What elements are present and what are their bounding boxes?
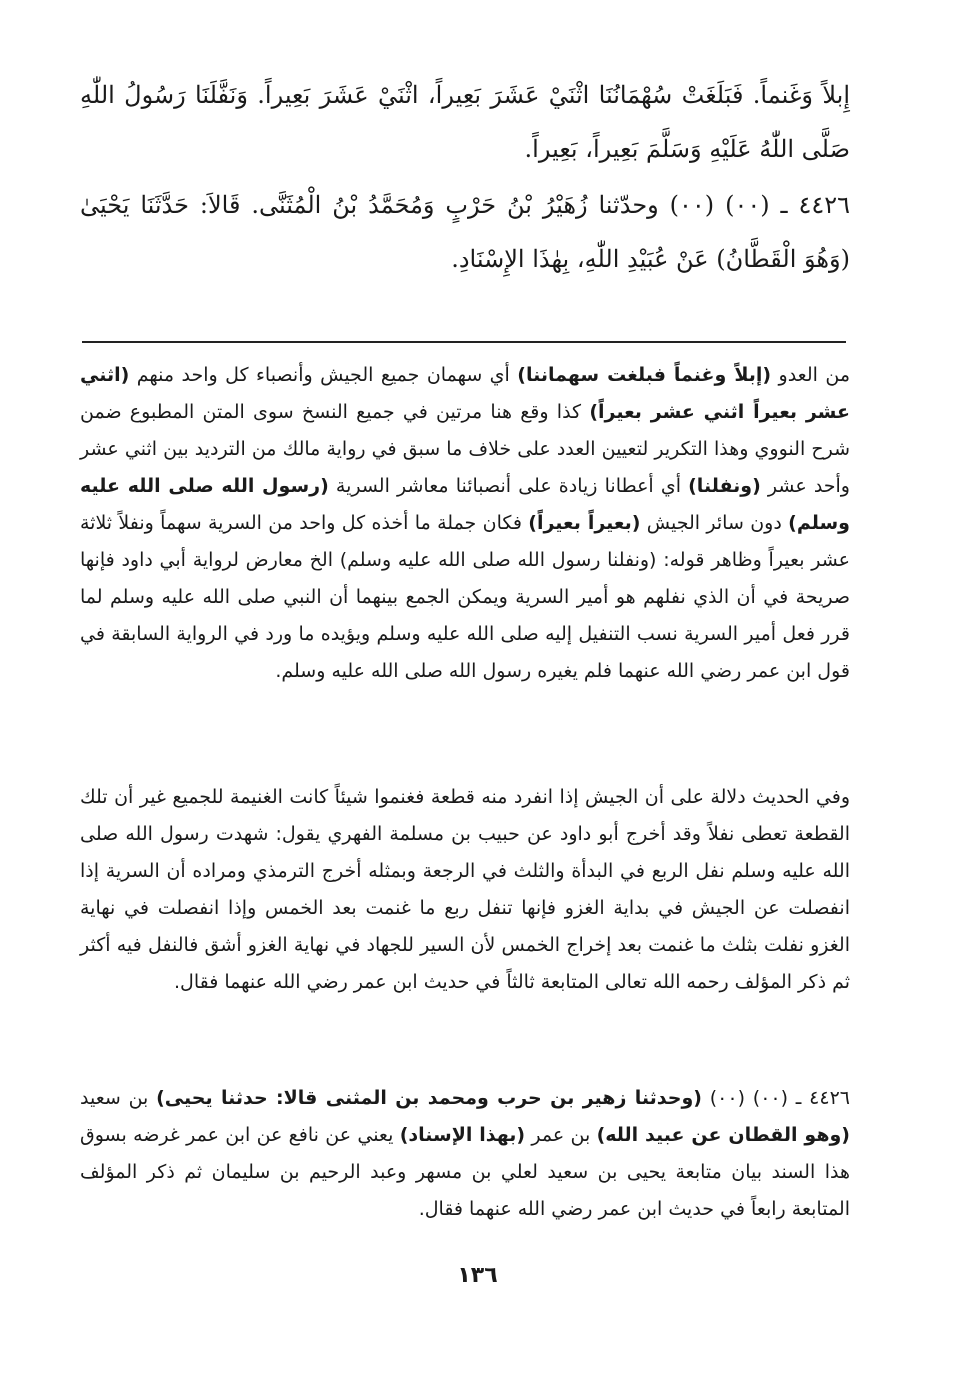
commentary-text: فكان جملة ما أخذه كل واحد من السرية سهماً ونفلاً ثلاثة عشر بعيراً وظاهر قوله: (ونفلنا رسول الله صلى الله عليه وسلم) الخ معارض لرواية أبي داود فإنها صريحة في أن الذي نفلهم هو أمير السرية ويمكن الجمع بينهما أن النبي صلى الله عليه وسلم لما قرر فعل أمير السرية نسب التنفيل إليه صلى الله عليه وسلم ويؤيده ما ورد في الرواية السابقة في قول ابن عمر رضي الله عنهما فلم يغيره رسول الله صلى الله عليه وسلم. xyxy=(80,512,850,682)
hadith-text-continuation: إِبلاً وَغَنماً. فَبَلَغَتْ سُهْمَانُنَا اثْنَيْ عَشَرَ بَعِيراً، اثْنَيْ عَشَرَ بَعِيراً. وَنَفَّلَنَا رَسُولُ اللّٰهِ صَلَّى اللّٰهُ عَلَيْهِ وَسَلَّمَ بَعِيراً، بَعِيراً. xyxy=(80,81,850,163)
quoted-hadith-phrase: (اثني عشر بعيراً اثني عشر بعيراً) xyxy=(80,364,850,423)
commentary-paragraph-2: وفي الحديث دلالة على أن الجيش إذا انفرد منه قطعة فغنموا شيئاً كانت الغنيمة للجميع غير أن تلك القطعة تعطى نفلاً وقد أخرج أبو داود عن حبيب بن مسلمة الفهري يقول: شهدت رسول الله صلى الله عليه وسلم نفل الربع في البدأة والثلث في الرجعة وبمثله أخرج الترمذي ومراده أن السرية إذا انفصلت عن الجيش في بداية الغزو فإنها تنفل ربع ما غنمت بعد الخمس وإذا انفصلت في نهاية الغزو نفلت بثلث ما غنمت بعد إخراج الخمس لأن السير للجهاد في نهاية الغزو أشق فالنفل فيه أكثر ثم ذكر المؤلف رحمه الله تعالى المتابعة ثالثاً في حديث ابن عمر رضي الله عنهما فقال. xyxy=(80,786,850,993)
hadith-number: ٤٤٢٦ ـ (٠٠) (٠٠) xyxy=(701,1087,850,1109)
commentary-text: كذا وقع هنا مرتين في جميع النسخ سوى المتن المطبوع ضمن شرح النووي وهذا التكرير لتعيين العدد على خلاف ما سبق في رواية مالك من الترديد بين اثني عشر وأحد عشر xyxy=(80,401,850,497)
commentary-text: يعني عن نافع عن ابن عمر غرضه بسوق هذا السند بيان متابعة يحيى بن سعيد لعلي بن مسهر وعبد الرحيم بن سليمان ثم ذكر المؤلف المتابعة رابعاً في حديث ابن عمر رضي الله عنهما فقال. xyxy=(80,1124,850,1220)
quoted-hadith-phrase: (وهو القطان عن عبيد الله) xyxy=(596,1124,850,1146)
commentary-text: بن عمر xyxy=(525,1124,597,1146)
commentary-text: أي سهمان جميع الجيش وأنصباء كل واحد منهم xyxy=(129,364,518,386)
quoted-hadith-phrase: (رسول الله صلى الله عليه وسلم) xyxy=(80,475,850,534)
quoted-hadith-phrase: (بهذا الإسناد) xyxy=(399,1124,526,1146)
commentary-text: دون سائر الجيش xyxy=(640,512,789,534)
commentary-text: من العدو xyxy=(771,364,850,386)
commentary-text: أي أعطانا زيادة على أنصبائنا معاشر السرية xyxy=(328,475,689,497)
commentary-paragraph-3 xyxy=(80,1080,850,1228)
commentary-paragraph-1 xyxy=(80,357,850,690)
commentary-text: بن سعيد xyxy=(80,1087,157,1109)
quoted-hadith-phrase: (بعيراً بعيراً) xyxy=(528,512,641,534)
hadith-text-4426: ٤٤٢٦ ـ (٠٠) (٠٠) وحدّثنا زُهَيْرُ بْنُ حَرْبٍ وَمُحَمَّدُ بْنُ الْمُثَنَّى. قَالاَ: حَدَّثَنَا يَحْيَىٰ (وَهُوَ الْقَطَّانُ) عَنْ عُبَيْدِ اللّٰهِ، بِهٰذَا الإِسْنَادِ. xyxy=(80,191,850,273)
quoted-hadith-phrase: (ونفلنا) xyxy=(688,475,761,497)
quoted-hadith-phrase: (وحدثنا زهير بن حرب ومحمد بن المثنى قالا: حدثنا يحيى) xyxy=(156,1087,702,1109)
quoted-hadith-phrase: (إبلاً وغنماً فبلغت سهماننا) xyxy=(517,364,772,386)
page-number: ١٣٦ xyxy=(457,1263,498,1288)
footnote-divider xyxy=(82,341,846,343)
